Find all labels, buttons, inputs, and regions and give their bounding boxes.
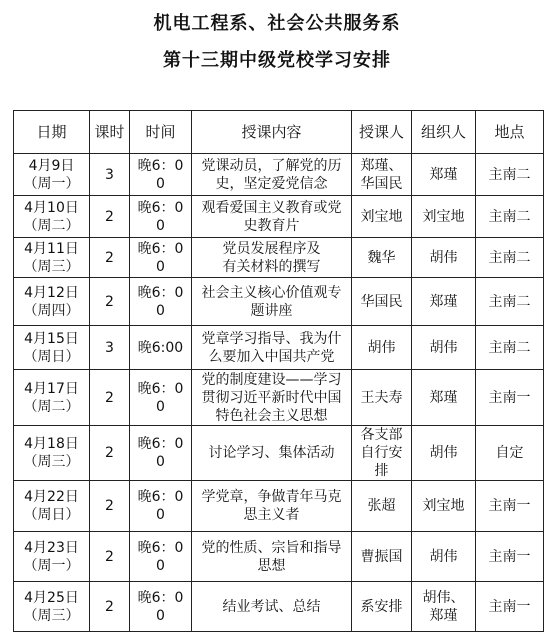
cell-location: 主南一 [476,370,544,426]
cell-organizer: 郑瑾 [412,154,476,196]
cell-date: 4月18日 （周三） [14,426,90,481]
cell-content: 结业考试、总结 [192,582,352,632]
cell-organizer: 胡伟 [412,426,476,481]
table-row [14,326,544,370]
cell-hours: 2 [90,370,130,426]
table-row [14,196,544,238]
table-row [14,532,544,582]
cell-organizer: 胡伟 [412,238,476,278]
cell-organizer: 郑瑾 [412,278,476,326]
cell-location: 主南二 [476,238,544,278]
cell-hours: 3 [90,154,130,196]
cell-content: 学党章，争做青年马克 思主义者 [192,481,352,532]
document-title: 机电工程系、社会公共服务系 [153,13,401,34]
cell-time: 晚6：0 0 [130,238,192,278]
cell-teacher: 魏华 [352,238,412,278]
cell-organizer: 刘宝地 [412,196,476,238]
cell-hours: 2 [90,582,130,632]
cell-location: 自定 [476,426,544,481]
header-row [14,111,544,154]
cell-content: 党员发展程序及 有关材料的撰写 [192,238,352,278]
header-date: 日期 [14,111,90,154]
cell-teacher: 刘宝地 [352,196,412,238]
cell-content: 社会主义核心价值观专 题讲座 [192,278,352,326]
cell-hours: 2 [90,196,130,238]
header-time: 时间 [130,111,192,154]
cell-date: 4月15日 （周日） [14,326,90,370]
cell-date: 4月10日 （周二） [14,196,90,238]
cell-time: 晚6：0 0 [130,582,192,632]
cell-organizer: 胡伟 [412,326,476,370]
cell-hours: 2 [90,278,130,326]
cell-time: 晚6：0 0 [130,196,192,238]
cell-content: 党课动员，了解党的历 史，坚定爱党信念 [192,154,352,196]
cell-date: 4月17日 （周二） [14,370,90,426]
cell-hours: 2 [90,426,130,481]
cell-teacher: 胡伟 [352,326,412,370]
document-subtitle: 第十三期中级党校学习安排 [163,50,391,71]
cell-hours: 2 [90,238,130,278]
cell-teacher: 各支部 自行安 排 [352,426,412,481]
cell-location: 主南二 [476,326,544,370]
cell-time: 晚6：0 0 [130,370,192,426]
cell-time: 晚6：0 0 [130,426,192,481]
cell-time: 晚6：0 0 [130,278,192,326]
cell-time: 晚6：0 0 [130,154,192,196]
table-row [14,370,544,426]
cell-organizer: 胡伟、 郑瑾 [412,582,476,632]
table-row [14,426,544,481]
header-teacher: 授课人 [352,111,412,154]
table-row [14,238,544,278]
cell-content: 党的性质、宗旨和指导 思想 [192,532,352,582]
cell-date: 4月11日 （周三） [14,238,90,278]
header-content: 授课内容 [192,111,352,154]
header-organizer: 组织人 [412,111,476,154]
cell-date: 4月12日 （周四） [14,278,90,326]
cell-teacher: 系安排 [352,582,412,632]
cell-content: 观看爱国主义教育或党 史教育片 [192,196,352,238]
cell-teacher: 张超 [352,481,412,532]
cell-hours: 2 [90,532,130,582]
cell-teacher: 郑瑾、 华国民 [352,154,412,196]
cell-location: 主南一 [476,481,544,532]
header-location: 地点 [476,111,544,154]
cell-location: 主南二 [476,278,544,326]
cell-teacher: 华国民 [352,278,412,326]
cell-date: 4月22日 （周日） [14,481,90,532]
cell-time: 晚6：0 0 [130,532,192,582]
cell-hours: 3 [90,326,130,370]
schedule-table [13,110,544,632]
cell-location: 主南二 [476,154,544,196]
cell-teacher: 曹振国 [352,532,412,582]
cell-date: 4月9日 （周一） [14,154,90,196]
cell-hours: 2 [90,481,130,532]
cell-date: 4月25日 （周三） [14,582,90,632]
cell-content: 讨论学习、集体活动 [192,426,352,481]
cell-time: 晚6:00 [130,326,192,370]
cell-location: 主南一 [476,532,544,582]
cell-date: 4月23日 （周一） [14,532,90,582]
cell-organizer: 郑瑾 [412,370,476,426]
cell-location: 主南二 [476,196,544,238]
cell-location: 主南一 [476,582,544,632]
table-row [14,481,544,532]
cell-content: 党章学习指导、我为什 么要加入中国共产党 [192,326,352,370]
cell-teacher: 王夫寿 [352,370,412,426]
table-row [14,582,544,632]
cell-content: 党的制度建设——学习 贯彻习近平新时代中国 特色社会主义思想 [192,370,352,426]
header-hours: 课时 [90,111,130,154]
table-row [14,154,544,196]
cell-organizer: 胡伟 [412,532,476,582]
cell-organizer: 刘宝地 [412,481,476,532]
table-row [14,278,544,326]
cell-time: 晚6：0 0 [130,481,192,532]
